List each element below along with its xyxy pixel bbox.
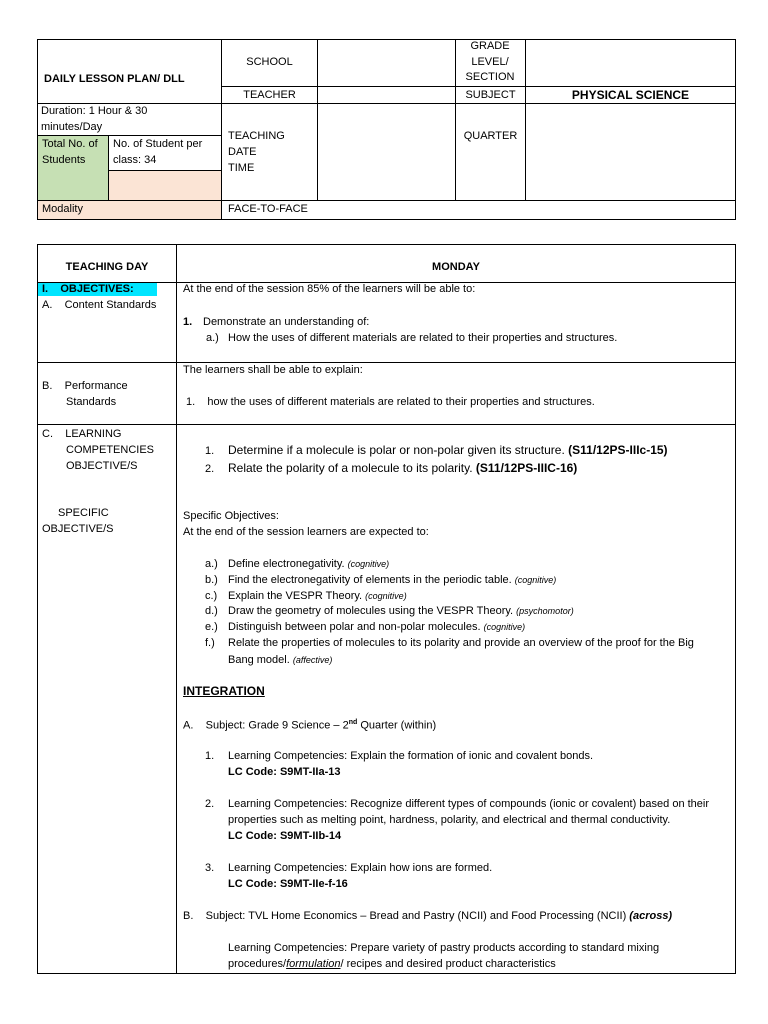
- list-item: e.): [205, 621, 218, 633]
- content-item: Demonstrate an understanding of:: [203, 316, 370, 328]
- competency-code: (S11/12PS-IIIC-16): [475, 461, 578, 475]
- list-item-text: Explain the VESPR Theory. (cognitive): [228, 590, 407, 602]
- integration-subject-a: A. Subject: Grade 9 Science – 2nd Quarter (within): [183, 719, 437, 732]
- lc-code: LC Code: S9MT-IIb-14: [228, 830, 342, 842]
- content-sub: a.) How the uses of different materials are related to their properties and structures.: [206, 332, 618, 344]
- objectives-label: I. OBJECTIVES:: [42, 283, 134, 295]
- students-per-class-text: No. of Student per class: 34: [113, 138, 203, 166]
- subject-value: PHYSICAL SCIENCE: [571, 88, 690, 102]
- list-item-text: Relate the properties of molecules to its polarity and provide an overview of the proof for the Big: [228, 637, 694, 649]
- performance-label: B. Performance: [42, 380, 128, 392]
- integration-num: 1.: [205, 750, 215, 762]
- integration-text: Learning Competencies: Recognize different types of compounds (ionic or covalent) based on their: [228, 798, 710, 810]
- specific-label-2: OBJECTIVE/S: [42, 523, 114, 535]
- competencies-label-3: OBJECTIVE/S: [66, 460, 138, 472]
- specific-heading: Specific Objectives:: [183, 510, 279, 522]
- integration-text: Learning Competencies: Explain the formation of ionic and covalent bonds.: [228, 750, 594, 762]
- modality-label: Modality: [42, 203, 83, 215]
- duration-text: Duration: 1 Hour & 30 minutes/Day: [41, 105, 148, 133]
- list-item: c.): [205, 590, 218, 602]
- list-item-text: Find the electronegativity of elements in the periodic table. (cognitive): [228, 574, 557, 586]
- subject-label: SUBJECT: [465, 89, 516, 101]
- integration-b-comp-2: procedures/formulation/ recipes and desired product characteristics: [228, 958, 556, 970]
- date-label: DATE: [228, 146, 257, 158]
- time-label: TIME: [228, 162, 255, 174]
- integration-heading: INTEGRATION: [183, 684, 265, 698]
- performance-label-2: Standards: [66, 396, 117, 408]
- integration-num: 2.: [205, 798, 215, 810]
- teacher-label: TEACHER: [243, 89, 296, 101]
- integration-num: 3.: [205, 862, 215, 874]
- modality-value: FACE-TO-FACE: [228, 203, 308, 215]
- competency-text: Relate the polarity of a molecule to its polarity.: [228, 461, 476, 475]
- competency-text: Determine if a molecule is polar or non-polar given its structure.: [228, 443, 569, 457]
- integration-subject-b: B. Subject: TVL Home Economics – Bread and Pastry (NCII) and Food Processing (NCII) (across): [183, 910, 673, 922]
- school-label: SCHOOL: [246, 56, 293, 68]
- list-item: b.): [205, 574, 218, 586]
- grade-level-label: GRADE LEVEL/ SECTION: [465, 40, 515, 83]
- day-label: MONDAY: [432, 261, 480, 273]
- integration-b-comp: Learning Competencies: Prepare variety of pastry products according to standard mixing: [228, 942, 660, 954]
- specific-intro: At the end of the session learners are expected to:: [183, 526, 429, 538]
- content-item-num: 1.: [183, 316, 193, 328]
- content-intro: At the end of the session 85% of the learners will be able to:: [183, 283, 476, 295]
- competencies-label: C. LEARNING: [42, 428, 122, 440]
- total-students-label: Total No. of Students: [42, 138, 98, 166]
- list-item: f.): [205, 637, 215, 649]
- specific-label: SPECIFIC: [58, 507, 109, 519]
- quarter-label: QUARTER: [463, 130, 518, 142]
- document-title: DAILY LESSON PLAN/ DLL: [44, 73, 185, 85]
- teaching-label: TEACHING: [228, 130, 285, 142]
- list-item-text-2: Bang model. (affective): [228, 654, 333, 666]
- list-item: d.): [205, 605, 218, 617]
- performance-intro: The learners shall be able to explain:: [183, 364, 363, 376]
- lc-code: LC Code: S9MT-IIa-13: [228, 766, 341, 778]
- list-item: a.): [205, 558, 218, 570]
- content-standards-label: A. Content Standards: [42, 299, 157, 311]
- teaching-day-label: TEACHING DAY: [65, 261, 149, 273]
- list-item-text: Define electronegativity. (cognitive): [228, 558, 390, 570]
- integration-text-2: properties such as melting point, hardness, polarity, and electrical and thermal conductivity.: [228, 814, 671, 826]
- competency-code: (S11/12PS-IIIc-15): [568, 443, 668, 457]
- performance-item: 1. how the uses of different materials are related to their properties and structures.: [186, 396, 595, 408]
- lc-code: LC Code: S9MT-IIe-f-16: [228, 878, 348, 890]
- integration-text: Learning Competencies: Explain how ions are formed.: [228, 862, 493, 874]
- list-item-text: Draw the geometry of molecules using the VESPR Theory. (psychomotor): [228, 605, 574, 617]
- students-per-class-fill: [108, 170, 221, 200]
- list-item-text: Distinguish between polar and non-polar molecules. (cognitive): [228, 621, 526, 633]
- competencies-label-2: COMPETENCIES: [66, 444, 155, 456]
